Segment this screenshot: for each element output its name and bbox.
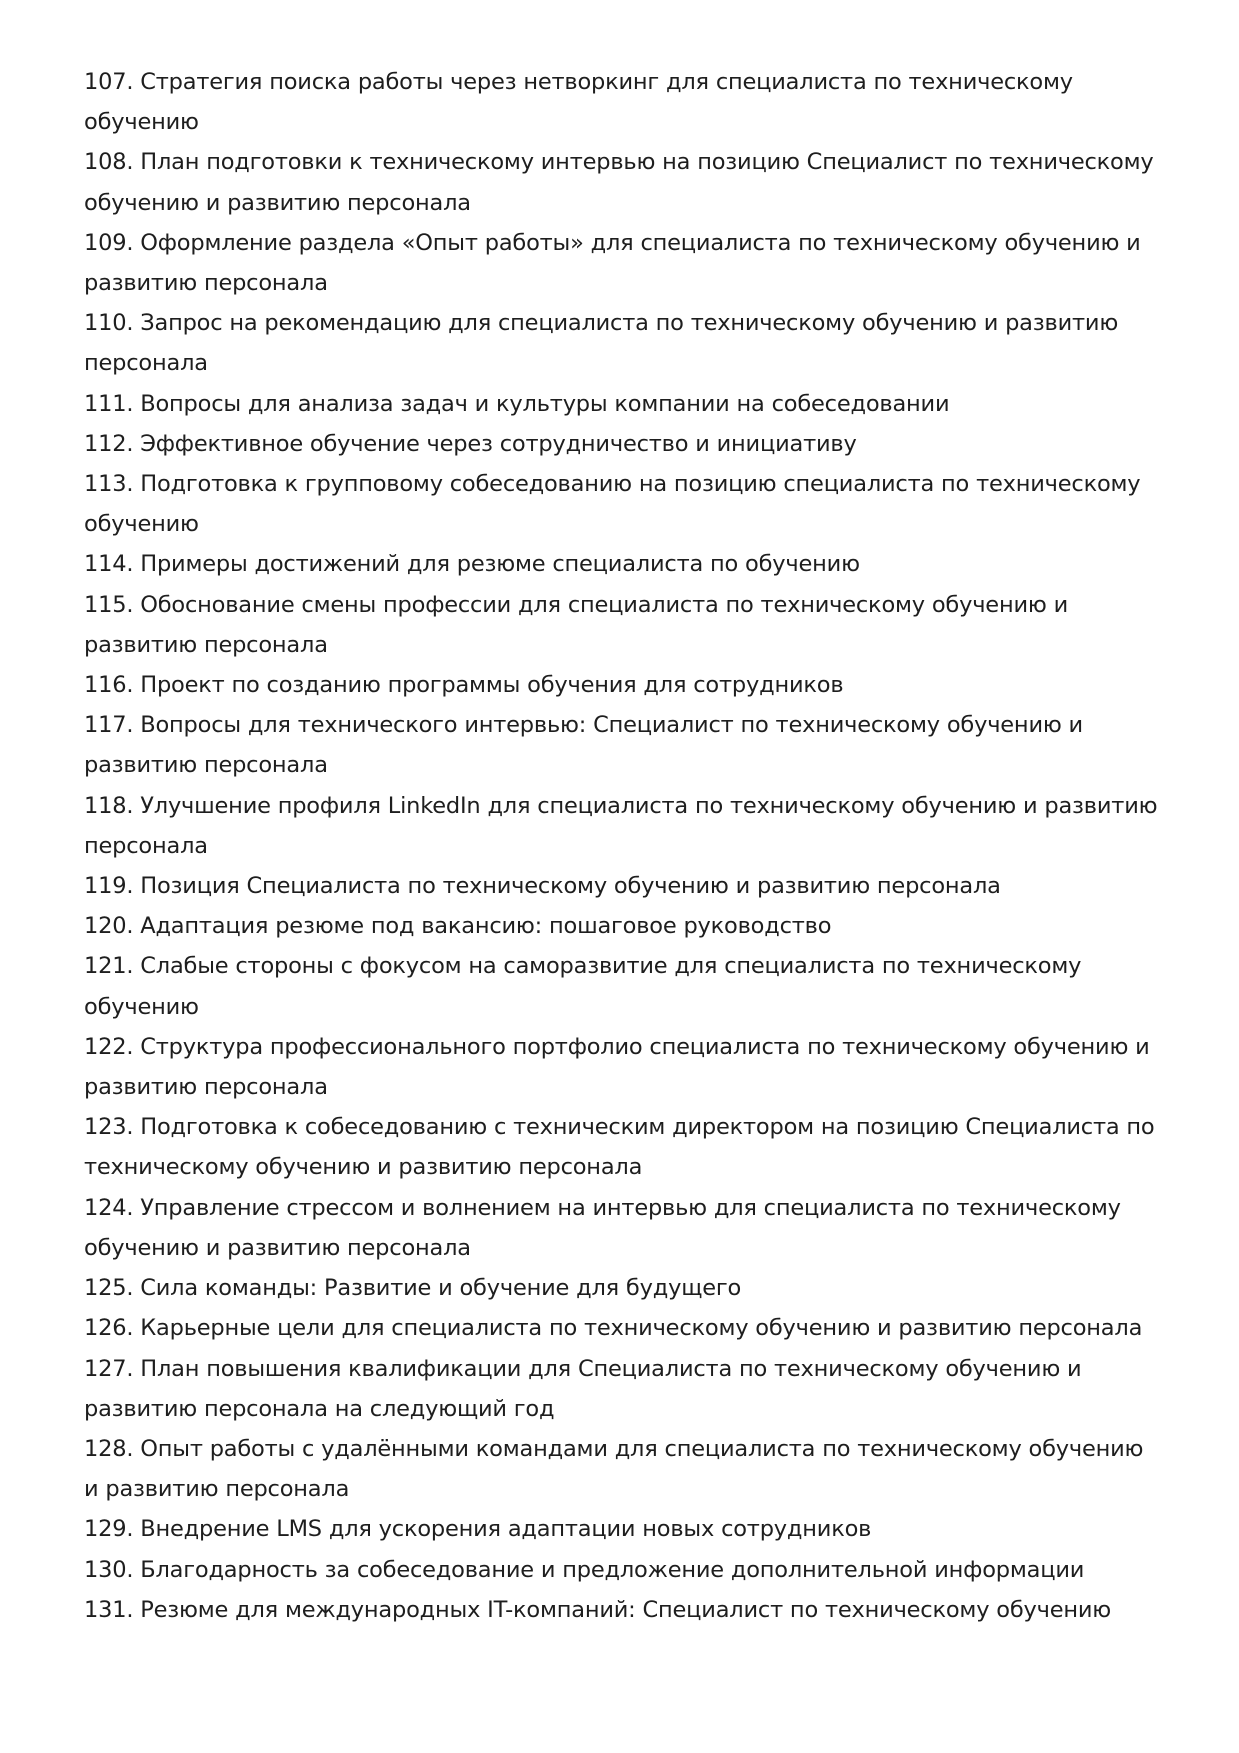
list-item: 113. Подготовка к групповому собеседованию на позицию специалиста по техническому обучению xyxy=(84,471,1141,538)
list-item: 121. Слабые стороны с фокусом на саморазвитие для специалиста по техническому обучению xyxy=(84,953,1082,1020)
numbered-list xyxy=(84,62,1164,1630)
list-item: 120. Адаптация резюме под вакансию: пошаговое руководство xyxy=(84,913,832,940)
list-item: 114. Примеры достижений для резюме специалиста по обучению xyxy=(84,551,860,578)
list-item: 118. Улучшение профиля LinkedIn для специалиста по техническому обучению и развитию персонала xyxy=(84,792,1158,859)
list-item: 129. Внедрение LMS для ускорения адаптации новых сотрудников xyxy=(84,1516,872,1543)
list-item: 131. Резюме для международных IT-компаний: Специалист по техническому обучению xyxy=(84,1596,1112,1623)
list-item: 127. План повышения квалификации для Специалиста по техническому обучению и развитию персонала на следующий год xyxy=(84,1355,1082,1422)
list-item: 125. Сила команды: Развитие и обучение для будущего xyxy=(84,1275,742,1302)
list-item: 126. Карьерные цели для специалиста по техническому обучению и развитию персонала xyxy=(84,1315,1143,1342)
list-item: 128. Опыт работы с удалёнными командами для специалиста по техническому обучению и развитию персонала xyxy=(84,1435,1144,1503)
list-item: 123. Подготовка к собеседованию с техническим директором на позицию Специалиста по техническому обучению и развитию персонала xyxy=(84,1114,1155,1181)
list-item: 110. Запрос на рекомендацию для специалиста по техническому обучению и развитию персонала xyxy=(84,310,1119,377)
list-item: 117. Вопросы для технического интервью: Специалист по техническому обучению и развитию персонала xyxy=(84,712,1083,779)
list-item: 124. Управление стрессом и волнением на интервью для специалиста по техническому обучению и развитию персонала xyxy=(84,1194,1121,1261)
list-item: 108. План подготовки к техническому интервью на позицию Специалист по техническому обучению и развитию персонала xyxy=(84,149,1154,216)
list-item: 119. Позиция Специалиста по техническому обучению и развитию персонала xyxy=(84,873,1001,900)
list-item: 112. Эффективное обучение через сотрудничество и инициативу xyxy=(84,430,857,457)
list-item: 109. Оформление раздела «Опыт работы» для специалиста по техническому обучению и развитию персонала xyxy=(84,229,1141,297)
list-item: 130. Благодарность за собеседование и предложение дополнительной информации xyxy=(84,1556,1085,1583)
list-item: 107. Стратегия поиска работы через нетворкинг для специалиста по техническому обучению xyxy=(84,69,1073,136)
list-item: 115. Обоснование смены профессии для специалиста по техническому обучению и развитию персонала xyxy=(84,591,1068,658)
list-item: 116. Проект по созданию программы обучения для сотрудников xyxy=(84,672,844,699)
list-item: 122. Структура профессионального портфолио специалиста по техническому обучению и развитию персонала xyxy=(84,1033,1150,1101)
list-item: 111. Вопросы для анализа задач и культуры компании на собеседовании xyxy=(84,390,950,417)
